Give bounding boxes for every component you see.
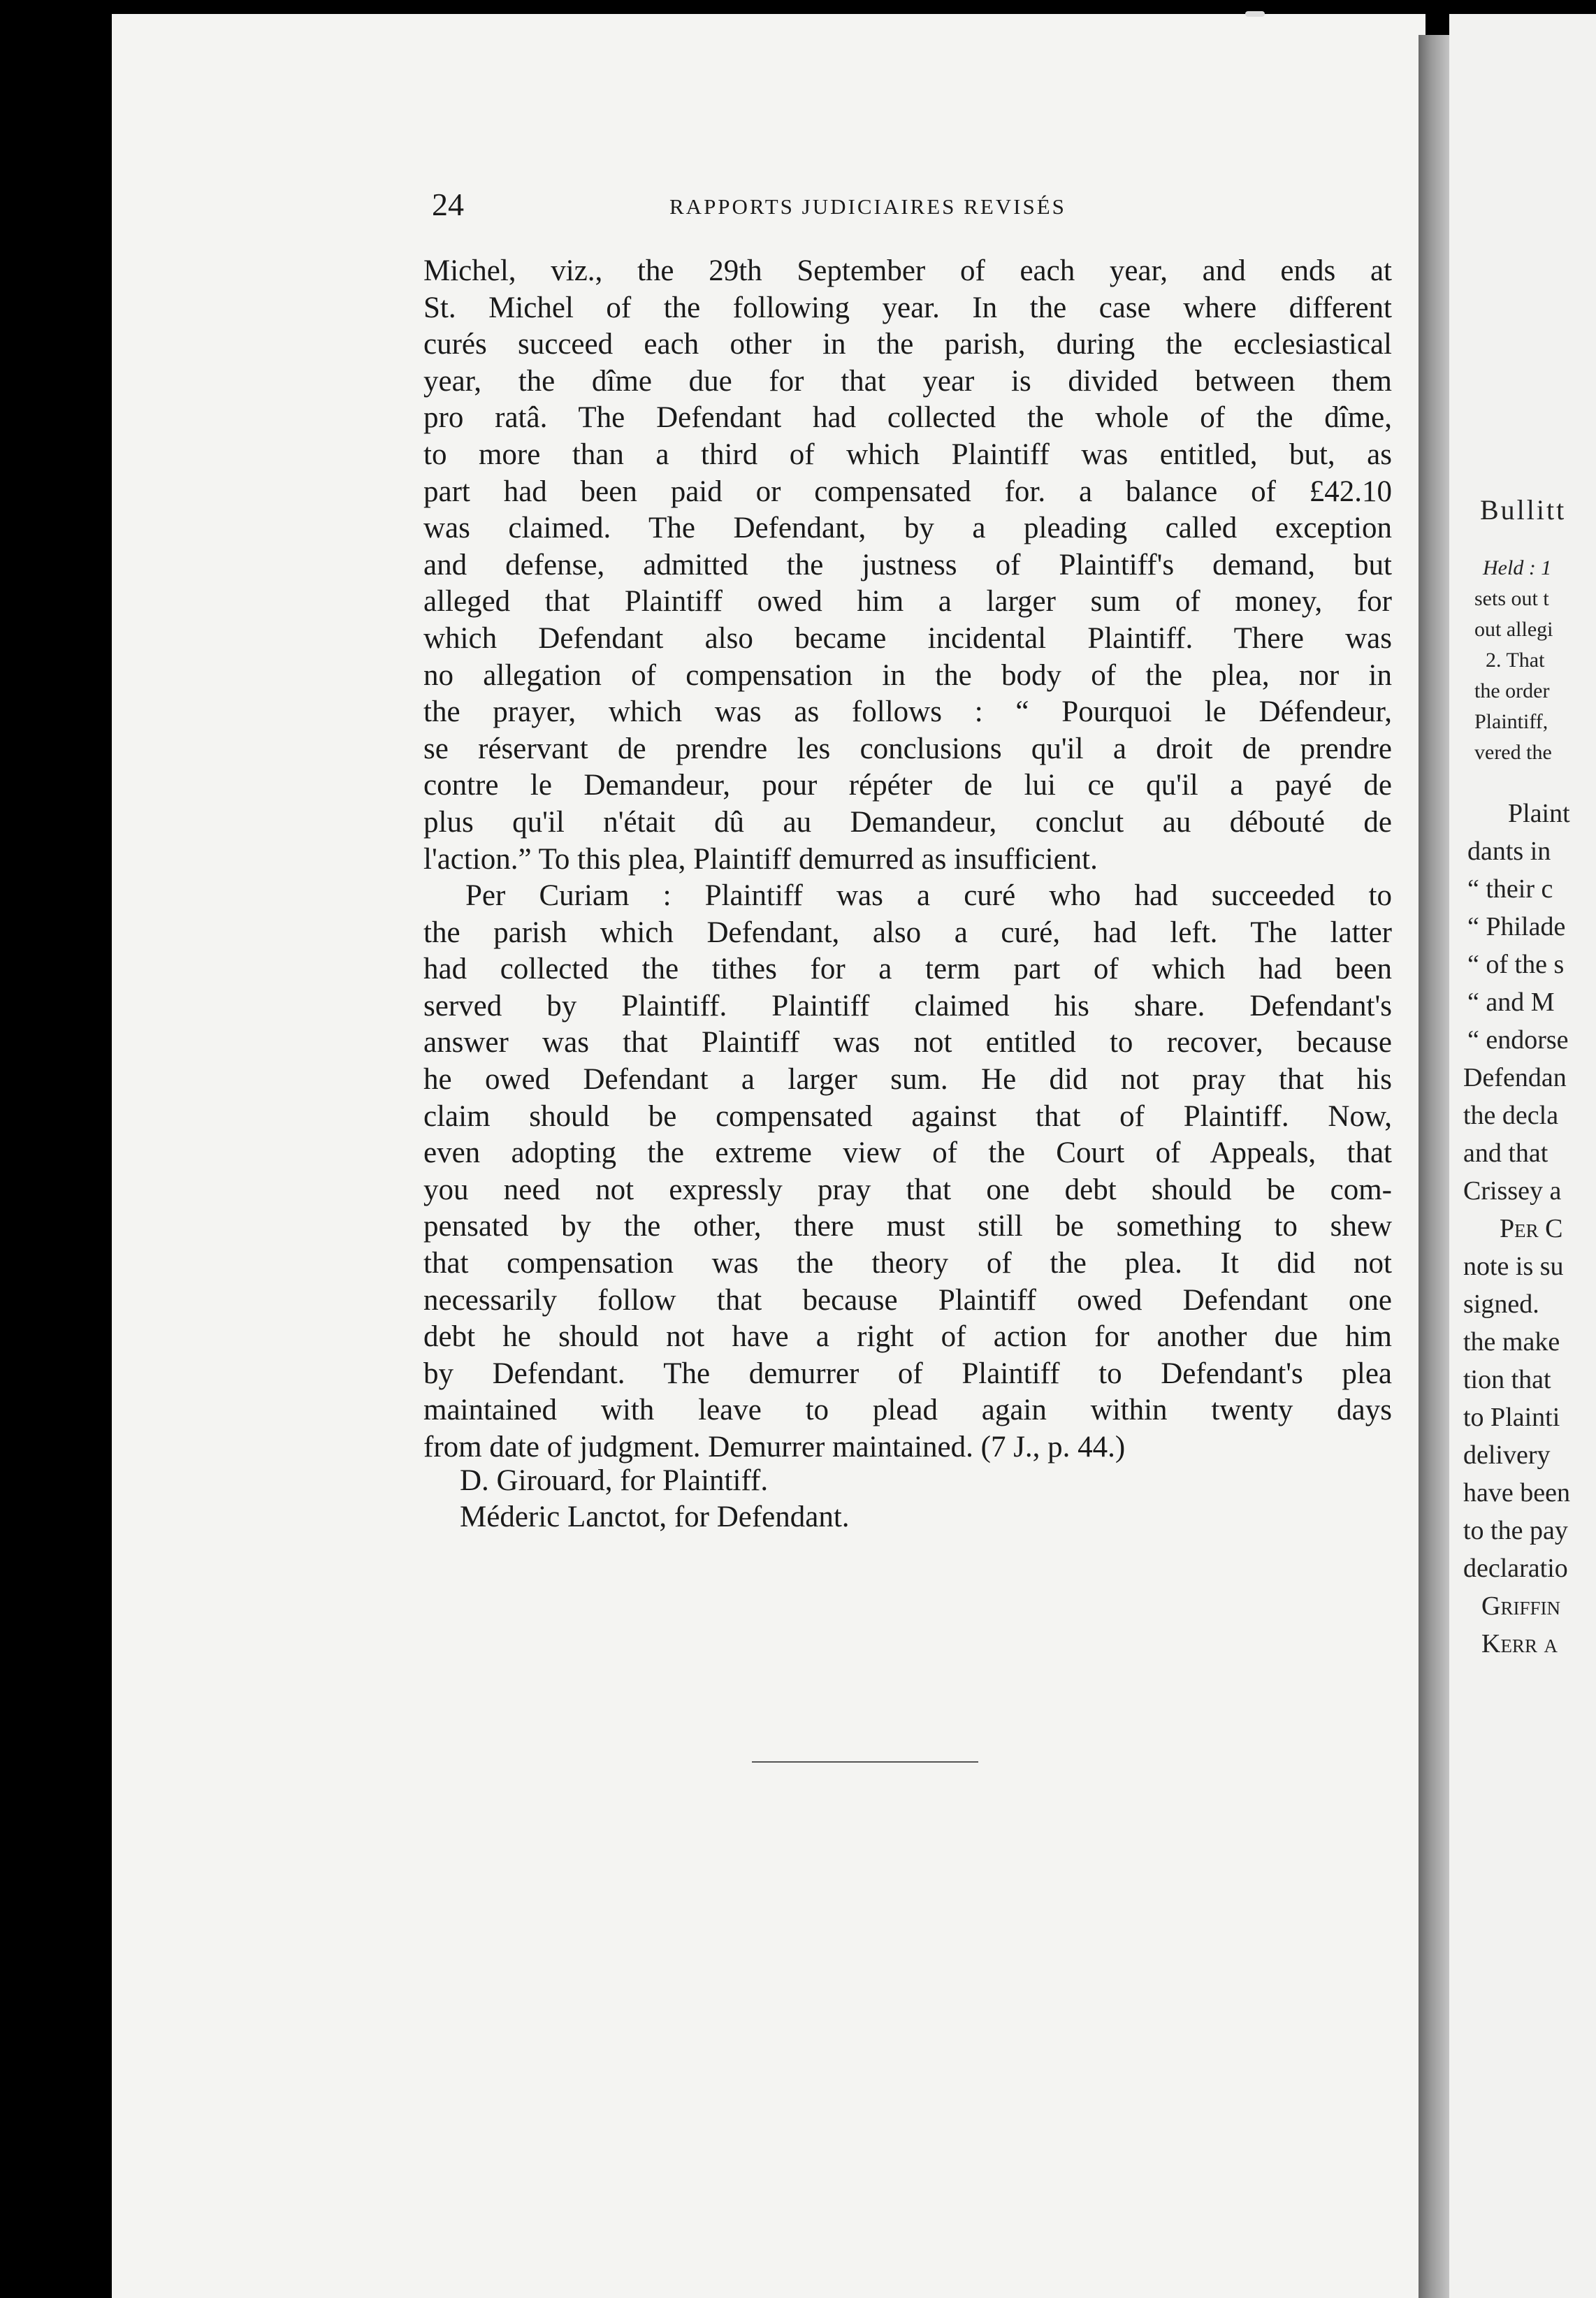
facing-fragment: vered the: [1474, 741, 1552, 764]
page-number: 24: [432, 187, 464, 222]
body-line: answer was that Plaintiff was not entitled to recover, because: [423, 1026, 1392, 1060]
body-line: contre le Demandeur, pour répéter de lui ce qu'il a payé de: [423, 769, 1392, 802]
body-line: claim should be compensated against that of Plaintiff. Now,: [423, 1099, 1392, 1133]
facing-fragment: dants in: [1467, 837, 1551, 866]
facing-fragment: “ Philade: [1467, 912, 1566, 941]
body-line: which Defendant also became incidental Plaintiff. There was: [423, 621, 1392, 655]
body-line: plus qu'il n'était dû au Demandeur, conclut au débouté de: [423, 805, 1392, 839]
book-gutter: [1419, 35, 1451, 2298]
facing-fragment: out allegi: [1474, 618, 1553, 641]
facing-page-fragments: [1449, 0, 1596, 2298]
body-line: pro ratâ. The Defendant had collected the whole of the dîme,: [423, 401, 1392, 435]
body-line: by Defendant. The demurrer of Plaintiff to Defendant's plea: [423, 1357, 1392, 1390]
facing-fragment: the order: [1474, 679, 1550, 702]
scan-speck: [1245, 11, 1265, 17]
counsel-plaintiff: D. Girouard, for Plaintiff.: [460, 1464, 769, 1497]
facing-fragment: declaratio: [1463, 1554, 1568, 1583]
facing-fragment: to Plainti: [1463, 1403, 1560, 1432]
body-line: he owed Defendant a larger sum. He did not pray that his: [423, 1063, 1392, 1097]
facing-fragment: Bullitt: [1480, 494, 1567, 526]
facing-fragment: Per C: [1500, 1214, 1563, 1243]
body-line: was claimed. The Defendant, by a pleading called exception: [423, 512, 1392, 545]
body-line: maintained with leave to plead again within twenty days: [423, 1394, 1392, 1427]
facing-fragment: “ and M: [1467, 988, 1555, 1017]
section-rule: [752, 1761, 978, 1763]
facing-fragment: “ of the s: [1467, 950, 1565, 979]
running-head: RAPPORTS JUDICIAIRES REVISÉS: [669, 194, 1066, 219]
body-line: you need not expressly pray that one debt should be com-: [423, 1173, 1392, 1206]
facing-fragment: sets out t: [1474, 587, 1549, 610]
facing-fragment: Plaint: [1508, 799, 1570, 828]
body-line: St. Michel of the following year. In the case where different: [423, 291, 1392, 324]
body-line: debt he should not have a right of action for another due him: [423, 1320, 1392, 1354]
facing-fragment: Kerr a: [1481, 1629, 1558, 1659]
body-line: even adopting the extreme view of the Court of Appeals, that: [423, 1136, 1392, 1170]
body-line: year, the dîme due for that year is divided between them: [423, 364, 1392, 398]
body-line: the prayer, which was as follows : “ Pourquoi le Défendeur,: [423, 695, 1392, 729]
facing-fragment: the decla: [1463, 1101, 1559, 1130]
facing-fragment: tion that: [1463, 1365, 1551, 1394]
body-line: served by Plaintiff. Plaintiff claimed his share. Defendant's: [423, 989, 1392, 1022]
facing-fragment: signed.: [1463, 1289, 1539, 1319]
facing-fragment: Plaintiff,: [1474, 710, 1548, 733]
facing-fragment: the make: [1463, 1327, 1560, 1357]
counsel-defendant: Méderic Lanctot, for Defendant.: [460, 1501, 850, 1533]
body-line: that compensation was the theory of the plea. It did not: [423, 1247, 1392, 1280]
body-line: from date of judgment. Demurrer maintained. (7 J., p. 44.): [423, 1431, 1126, 1464]
facing-fragment: 2. That: [1486, 649, 1545, 672]
body-line: part had been paid or compensated for. a balance of £42.10: [423, 475, 1392, 508]
facing-fragment: “ endorse: [1467, 1025, 1569, 1055]
body-line: necessarily follow that because Plaintiff owed Defendant one: [423, 1283, 1392, 1317]
body-line: se réservant de prendre les conclusions qu'il a droit de prendre: [423, 732, 1392, 765]
facing-fragment: Griffin: [1481, 1591, 1560, 1621]
body-line: no allegation of compensation in the body of the plea, nor in: [423, 658, 1392, 692]
facing-fragment: delivery: [1463, 1440, 1551, 1470]
body-line: curés succeed each other in the parish, during the ecclesiastical: [423, 328, 1392, 361]
facing-fragment: to the pay: [1463, 1516, 1568, 1545]
facing-fragment: Defendan: [1463, 1063, 1567, 1092]
body-line: had collected the tithes for a term part of which had been: [423, 953, 1392, 986]
body-line-per-curiam: Per Curiam : Plaintiff was a curé who had succeeded to: [465, 879, 1392, 913]
facing-fragment: Held : 1: [1483, 556, 1552, 579]
body-text: [423, 253, 1392, 1466]
facing-fragment: “ their c: [1467, 874, 1553, 904]
body-line: alleged that Plaintiff owed him a larger sum of money, for: [423, 585, 1392, 619]
facing-fragment: and that: [1463, 1139, 1548, 1168]
body-line: l'action.” To this plea, Plaintiff demurred as insufficient.: [423, 842, 1098, 876]
facing-fragment: note is su: [1463, 1252, 1564, 1281]
body-line: pensated by the other, there must still be something to shew: [423, 1210, 1392, 1243]
facing-fragment: have been: [1463, 1478, 1570, 1508]
body-line: Michel, viz., the 29th September of each year, and ends at: [423, 254, 1392, 287]
facing-fragment: Crissey a: [1463, 1176, 1562, 1206]
body-line: and defense, admitted the justness of Plaintiff's demand, but: [423, 548, 1392, 581]
body-line: to more than a third of which Plaintiff was entitled, but, as: [423, 438, 1392, 471]
body-line: the parish which Defendant, also a curé, had left. The latter: [423, 916, 1392, 949]
